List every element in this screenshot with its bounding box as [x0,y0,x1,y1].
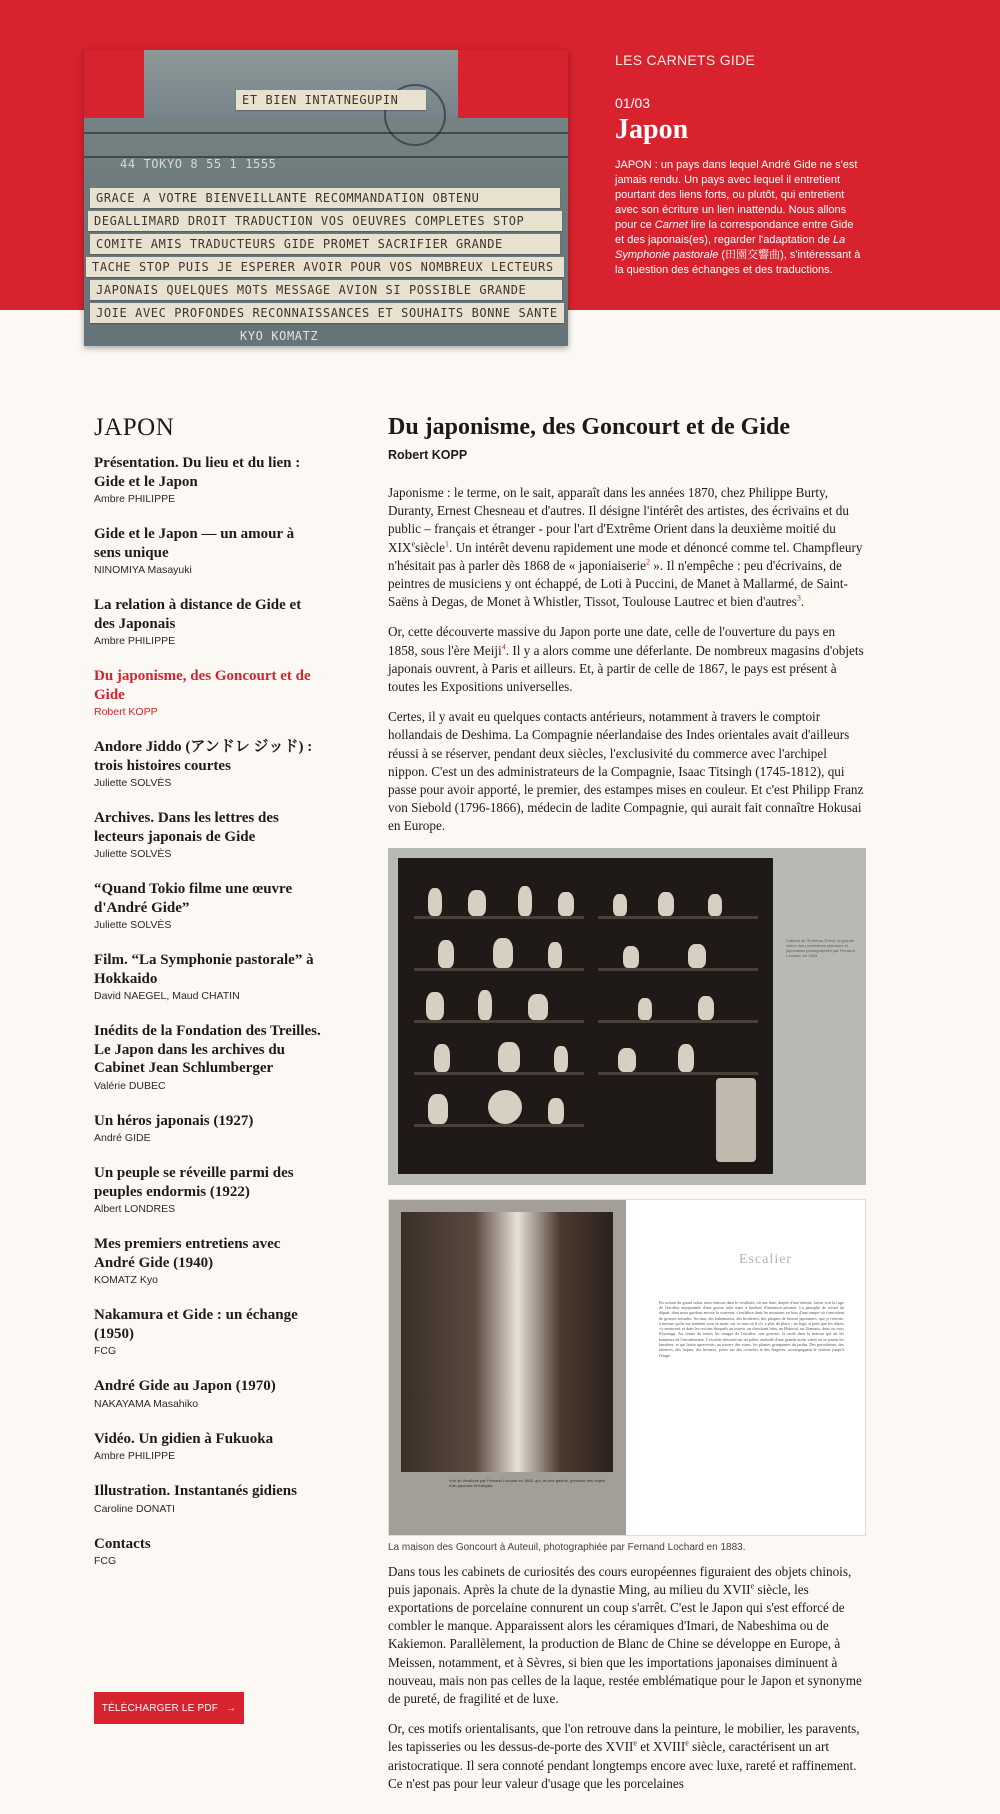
toc-item[interactable] [94,1022,324,1092]
toc-item-author: Robert KOPP [94,706,158,718]
article [388,412,866,1805]
toc-item-author: FCG [94,1345,117,1357]
toc-item-author: Albert LONDRES [94,1203,176,1215]
article-title: Du japonisme, des Goncourt et de Gide [388,414,790,440]
toc-item[interactable] [94,1482,324,1515]
staircase-page-photo [388,1199,866,1536]
toc-item-author: Ambre PHILIPPE [94,493,176,505]
hero-description: JAPON : un pays dans lequel André Gide ne s'est jamais rendu. Un pays avec lequel il entretient pourtant des liens forts, ou plutôt, qui entretient avec son écriture un lien inattendu. Nous allons pour ce Carnet lire la correspondance entre Gide et des japonais(es), regarder l'adaptation de La Symphonie pastorale (田園交響曲), s'intéressant à la question des échanges et des traductions. [615,159,861,276]
article-paragraph: Or, ces motifs orientalisants, que l'on retrouve dans la peinture, le mobilier, les paravents, les tapisseries ou les dessus-de-porte des XVIIe et XVIIIe siècle, caractérisent un art aristocratique. Il sera connoté pendant longtemps encore avec luxe, rareté et raffinement. Ce n'est pas pour leur valeur d'usage que les porcelaines [388,1721,860,1791]
vestibule-image-panel [389,1200,626,1536]
toc-item-author: Valérie DUBEC [94,1079,166,1092]
hero-title: Japon [615,114,689,145]
article-author: Robert KOPP [388,448,468,462]
toc-item[interactable] [94,1235,324,1286]
article-paragraph: Japonisme : le terme, on le sait, apparaît dans les années 1870, chez Philippe Burty, Duranty, Ernest Chesneau et d'autres. Il désigne l'intérêt des artistes, des écrivains et du public – français et étranger - pour l'art d'Extrême Orient dans la deuxième moitié du XIXesiècle$^1$. Un intérêt devenu rapidement une mode et dénoncé comme tel. Champfleury n'hésitait pas à parler dès 1868 de « japoniaiserie$^2$ ». Il n'empêche : peu d'écrivains, de peintres de musiciens y ont échappé, de Loti à Puccini, de Manet à Mallarmé, de Saint-Saëns à Degas, de Monet à Whistler, Tissot, Toulouse Lautrec et bien d'autres$^3$. [388,485,863,610]
toc-item-title: Un peuple se réveille parmi des peuples endormis (1922) [94,1165,294,1200]
toc-item-author: NINOMIYA Masayuki [94,564,192,576]
toc-item-author: Juliette SOLVÈS [94,777,172,789]
toc-item-author: Juliette SOLVÈS [94,919,172,931]
toc-item[interactable] [94,809,324,860]
toc-item-author: Ambre PHILIPPE [94,635,176,647]
toc-item-author: Juliette SOLVÈS [94,848,172,860]
toc-item-author: Caroline DONATI [94,1502,175,1515]
toc-item[interactable] [94,525,324,576]
toc-item-author: André GIDE [94,1132,151,1144]
footnote-ref[interactable]: 1 [445,539,450,549]
toc-item[interactable] [94,1377,324,1410]
hero-banner [0,0,1000,343]
toc-item[interactable] [94,667,324,718]
toc-item-title: Gide et le Japon — un amour à sens unique [94,526,295,561]
telegram-line: GRACE A VOTRE BIENVEILLANTE RECOMMANDATION OBTENU [90,188,560,208]
escalier-heading: Escalier [739,1251,793,1267]
toc-item[interactable] [94,596,324,647]
toc-item-author: NAKAYAMA Masahiko [94,1397,199,1410]
issue-number: 01/03 [615,95,651,111]
footnote-ref[interactable]: 4 [501,642,506,652]
toc-item[interactable] [94,1306,324,1357]
article-paragraph: Dans tous les cabinets de curiosités des cours européennes figuraient des objets chinois, puis japonais. Après la chute de la dynastie Ming, au milieu du XVIIe siècle, les exportations de porcelaine connurent un coup s'arrêt. C'est le Japon qui s'est efforcé de combler le manque. Apparaissent alors les céramiques d'Imari, de Nabeshima ou de Kakiemon. Parallèlement, la production de Blanc de Chine se développe en Europe, à Meissen, notamment, et à Sèvres, si bien que les importations japonaises diminuent à nouveau, mais non pas celles de la laque, restée emblématique pour le Japon et synonyme de pureté, de fragilité et de luxe. [388,1563,862,1707]
series-label: LES CARNETS GIDE [615,52,756,68]
toc-item-title: Un héros japonais (1927) [94,1112,254,1129]
toc-item-author: David NAEGEL, Maud CHATIN [94,990,240,1002]
footnote-ref[interactable]: 2 [645,557,650,567]
telegram-line: 44 TOKYO 8 55 1 1555 [120,157,277,171]
telegram-line: TACHE STOP PUIS JE ESPERER AVOIR POUR VOS NOMBREUX LECTEURS [86,257,564,277]
toc-item[interactable] [94,1112,324,1145]
toc-item-title: Illustration. Instantanés gidiens [94,1483,297,1499]
toc-item-title: Mes premiers entretiens avec André Gide (1940) [94,1236,281,1271]
vestibule-caption: Vue du Vestibule par Fernand Lochard en 1883, qui, tel une galerie, présente des objets d'art japonais et français. [449,1477,605,1488]
toc-heading: JAPON [94,414,175,441]
toc-item-title: Andore Jiddo (アンドレ ジッド) : trois histoires courtes [94,739,313,774]
toc-item-title: Présentation. Du lieu et du lien : Gide et le Japon [94,455,301,490]
cabinet-photo [388,848,866,1185]
download-pdf-label: TÉLÉCHARGER LE PDF [101,1702,219,1714]
toc-item-title: La relation à distance de Gide et des Japonais [94,597,302,632]
toc-item-author: Ambre PHILIPPE [94,1450,176,1462]
toc-item-title: Archives. Dans les lettres des lecteurs japonais de Gide [94,810,279,845]
telegram-line: JOIE AVEC PROFONDES RECONNAISSANCES ET SOUHAITS BONNE SANTE [90,303,564,323]
toc-item-title: Nakamura et Gide : un échange (1950) [94,1307,298,1342]
telegram-line: KYO KOMATZ [240,329,319,343]
article-paragraph: Certes, il y avait eu quelques contacts antérieurs, notamment à travers le comptoir hollandais de Deshima. La Compagnie néerlandaise des Indes orientales avait d'ailleurs réussi à se réserver, pendant deux siècles, l'exclusivité du commerce avec l'archipel nippon. C'est un des administrateurs de la Compagnie, Isaac Titsingh (1745-1812), qui passe pour avoir apporté, le premier, des estampes mises en couleur. Et c'est Philipp Franz von Siebold (1796-1866), médecin de ladite Compagnie, qui aurait fait connaître Hokusai en Europe. [388,709,864,834]
telegram-image [84,50,568,346]
toc-item-title: Inédits de la Fondation des Treilles. Le Japon dans les archives du Cabinet Jean Schlumberger [94,1023,321,1076]
figure-side-caption: Cabinet de l'Extrême-Orient, la grande vitrine des porcelaines chinoises et japonaises photographiée par Fernand Lochard, en 1883. [786,937,855,958]
porcelain-cabinet-image [398,858,773,1174]
toc-item[interactable] [94,1430,324,1463]
telegram-line: COMITE AMIS TRADUCTEURS GIDE PROMET SACRIFIER GRANDE [90,234,560,254]
toc-item-title: “Quand Tokio filme une œuvre d'André Gide” [94,881,293,916]
figure-caption: La maison des Goncourt à Auteuil, photographiée par Fernand Lochard en 1883. [388,1541,746,1553]
telegram-line: JAPONAIS QUELQUES MOTS MESSAGE AVION SI POSSIBLE GRANDE [90,280,562,300]
vestibule-image [401,1212,613,1472]
toc-item-title: André Gide au Japon (1970) [94,1378,276,1394]
toc-item-title: Du japonisme, des Goncourt et de Gide [94,668,311,703]
table-of-contents [94,414,324,1587]
arrow-right-icon: → [226,1702,237,1714]
article-paragraph: Or, cette découverte massive du Japon porte une date, celle de l'ouverture du pays en 1858, sous l'ère Meiji$^4$. Il y a alors comme une déferlante. De nombreux magasins d'objets japonais ouvrent, à Paris et ailleurs. Et, à partir de celle de 1867, le pays est présent à toutes les Expositions universelles. [388,624,864,695]
toc-item[interactable] [94,880,324,931]
toc-item-title: Film. “La Symphonie pastorale” à Hokkaido [94,952,314,987]
toc-item-title: Vidéo. Un gidien à Fukuoka [94,1430,274,1447]
toc-item[interactable] [94,454,324,505]
toc-item[interactable] [94,738,324,789]
toc-item-author: FCG [94,1555,117,1567]
toc-item-title: Contacts [94,1535,151,1552]
footnote-ref[interactable]: 3 [796,593,801,603]
toc-item[interactable] [94,951,324,1002]
toc-item[interactable] [94,1535,324,1568]
toc-item[interactable] [94,1164,324,1215]
telegram-line: ET BIEN INTATNEGUPIN [236,90,426,110]
toc-item-author: KOMATZ Kyo [94,1274,158,1286]
telegram-line: DEGALLIMARD DROIT TRADUCTION VOS OEUVRES COMPLETES STOP [88,211,562,231]
download-pdf-button[interactable] [94,1692,244,1724]
escalier-text: En sortant du grand salon, nous entrons dans le vestibule, où une baie, drapée d'une tenture, laisse voir la cage de l'escalier enjuponnée d'une grosse toile mais à bordure d'imitation persane. La panoplie de cristal du départ, dont nous gardons encore le souvenir, s'enchâsse dans les montants en bois d'une rampe où s'enroulent de grosses torsades. Au mur, des kakémonos, des broderies, des plaques de bronze japonaises, que je renvoie, à mesure qu'ils me tombent sous la main, sur ce mur où il n'y a plus de place ; un logis si petit que les objets s'y entassent, et dans les recoins desquels on trouve, en cherchant bien, un Hokusaï, un Utamaro, deux ou trois Kiyonaga. Au centre de toutes les images de l'escalier, une gravure, la seule dans la maison qui ait les honneurs de l'encadrement. L'escalier descend sur un palier, emboîté d'une grande niche vitrée où se jouent les lumières, et qui laisse apercevoir, au travers des vitres, les plantes grimpantes du jardin. Des porcelaines, des faïences, des laques, des bronzes, posés sur des consoles et des étagères, accompagnent le visiteur jusqu'à l'étage. [659,1299,844,1358]
